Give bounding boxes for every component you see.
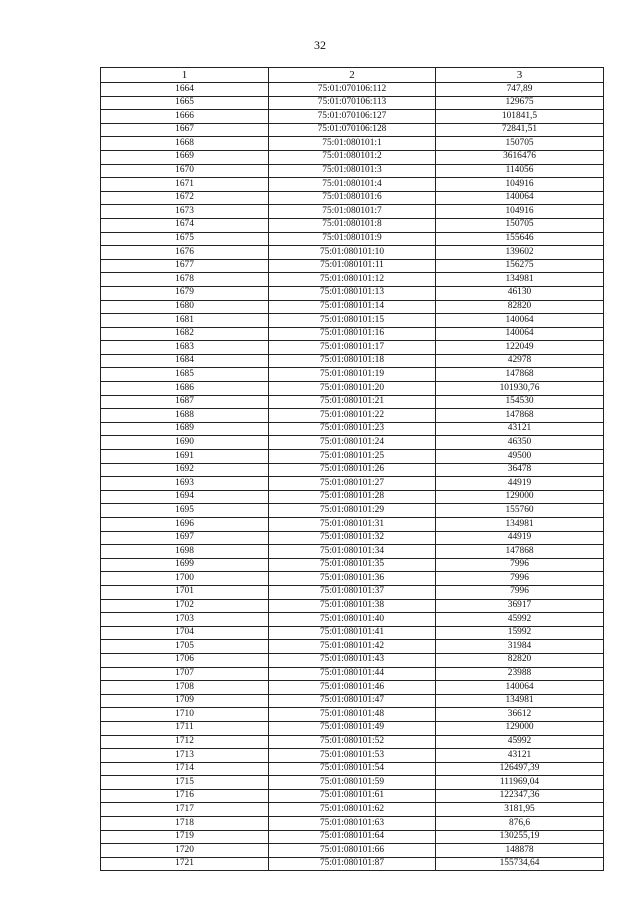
row-number-cell: 1682 (101, 327, 269, 341)
cadastral-number-cell: 75:01:080101:61 (269, 789, 436, 803)
table-row (101, 518, 604, 532)
table-row (101, 246, 604, 260)
table-row (101, 409, 604, 423)
table-row (101, 395, 604, 409)
table-row (101, 205, 604, 219)
row-number-cell: 1708 (101, 681, 269, 695)
row-number-cell: 1702 (101, 599, 269, 613)
table-row (101, 83, 604, 97)
row-number-cell: 1686 (101, 382, 269, 396)
table-row (101, 531, 604, 545)
value-cell: 876,6 (436, 817, 604, 831)
cadastral-number-cell: 75:01:080101:37 (269, 585, 436, 599)
row-number-cell: 1671 (101, 178, 269, 192)
cadastral-number-cell: 75:01:080101:26 (269, 463, 436, 477)
row-number-cell: 1684 (101, 354, 269, 368)
value-cell: 155760 (436, 504, 604, 518)
cadastral-number-cell: 75:01:080101:7 (269, 205, 436, 219)
table-row (101, 314, 604, 328)
row-number-cell: 1709 (101, 694, 269, 708)
table-row (101, 803, 604, 817)
row-number-cell: 1675 (101, 232, 269, 246)
value-cell: 72841,51 (436, 123, 604, 137)
cadastral-number-cell: 75:01:080101:8 (269, 218, 436, 232)
cadastral-number-cell: 75:01:080101:2 (269, 150, 436, 164)
row-number-cell: 1678 (101, 273, 269, 287)
row-number-cell: 1673 (101, 205, 269, 219)
row-number-cell: 1681 (101, 314, 269, 328)
row-number-cell: 1697 (101, 531, 269, 545)
cadastral-number-cell: 75:01:080101:42 (269, 640, 436, 654)
table-row (101, 450, 604, 464)
cadastral-number-cell: 75:01:080101:35 (269, 558, 436, 572)
value-cell: 111969,04 (436, 776, 604, 790)
column-header-1: 1 (101, 68, 269, 83)
cadastral-number-cell: 75:01:080101:63 (269, 817, 436, 831)
value-cell: 134981 (436, 694, 604, 708)
row-number-cell: 1689 (101, 422, 269, 436)
row-number-cell: 1670 (101, 164, 269, 178)
cadastral-number-cell: 75:01:080101:27 (269, 477, 436, 491)
cadastral-number-cell: 75:01:080101:18 (269, 354, 436, 368)
value-cell: 3181,95 (436, 803, 604, 817)
table-row (101, 504, 604, 518)
row-number-cell: 1706 (101, 653, 269, 667)
value-cell: 49500 (436, 450, 604, 464)
value-cell: 36612 (436, 708, 604, 722)
cadastral-number-cell: 75:01:080101:54 (269, 762, 436, 776)
row-number-cell: 1692 (101, 463, 269, 477)
row-number-cell: 1720 (101, 844, 269, 858)
value-cell: 140064 (436, 327, 604, 341)
row-number-cell: 1713 (101, 749, 269, 763)
table-row (101, 558, 604, 572)
row-number-cell: 1701 (101, 585, 269, 599)
value-cell: 7996 (436, 558, 604, 572)
value-cell: 140064 (436, 314, 604, 328)
table-row (101, 137, 604, 151)
row-number-cell: 1714 (101, 762, 269, 776)
table-row (101, 232, 604, 246)
value-cell: 44919 (436, 477, 604, 491)
table-row (101, 436, 604, 450)
row-number-cell: 1718 (101, 817, 269, 831)
cadastral-number-cell: 75:01:080101:17 (269, 341, 436, 355)
cadastral-number-cell: 75:01:080101:62 (269, 803, 436, 817)
row-number-cell: 1674 (101, 218, 269, 232)
table-row (101, 844, 604, 858)
table-row (101, 218, 604, 232)
row-number-cell: 1679 (101, 286, 269, 300)
value-cell: 129000 (436, 721, 604, 735)
cadastral-number-cell: 75:01:080101:32 (269, 531, 436, 545)
row-number-cell: 1690 (101, 436, 269, 450)
value-cell: 114056 (436, 164, 604, 178)
value-cell: 155646 (436, 232, 604, 246)
value-cell: 3616476 (436, 150, 604, 164)
value-cell: 43121 (436, 749, 604, 763)
value-cell: 46350 (436, 436, 604, 450)
value-cell: 134981 (436, 273, 604, 287)
row-number-cell: 1698 (101, 545, 269, 559)
cadastral-number-cell: 75:01:080101:44 (269, 667, 436, 681)
value-cell: 101841,5 (436, 110, 604, 124)
value-cell: 42978 (436, 354, 604, 368)
cadastral-number-cell: 75:01:080101:16 (269, 327, 436, 341)
cadastral-number-cell: 75:01:080101:19 (269, 368, 436, 382)
value-cell: 43121 (436, 422, 604, 436)
cadastral-number-cell: 75:01:080101:3 (269, 164, 436, 178)
row-number-cell: 1666 (101, 110, 269, 124)
cadastral-number-cell: 75:01:080101:1 (269, 137, 436, 151)
table-row (101, 191, 604, 205)
cadastral-number-cell: 75:01:080101:46 (269, 681, 436, 695)
value-cell: 104916 (436, 205, 604, 219)
cadastral-number-cell: 75:01:080101:4 (269, 178, 436, 192)
cadastral-number-cell: 75:01:070106:127 (269, 110, 436, 124)
row-number-cell: 1683 (101, 341, 269, 355)
cadastral-number-cell: 75:01:070106:128 (269, 123, 436, 137)
row-number-cell: 1669 (101, 150, 269, 164)
table-row (101, 735, 604, 749)
table-row (101, 300, 604, 314)
table-row (101, 653, 604, 667)
table-row (101, 327, 604, 341)
row-number-cell: 1695 (101, 504, 269, 518)
value-cell: 15992 (436, 626, 604, 640)
row-number-cell: 1677 (101, 259, 269, 273)
value-cell: 36478 (436, 463, 604, 477)
row-number-cell: 1676 (101, 246, 269, 260)
value-cell: 140064 (436, 191, 604, 205)
table-row (101, 613, 604, 627)
table-row (101, 382, 604, 396)
cadastral-number-cell: 75:01:080101:43 (269, 653, 436, 667)
value-cell: 122049 (436, 341, 604, 355)
row-number-cell: 1696 (101, 518, 269, 532)
table-row (101, 490, 604, 504)
table-row (101, 762, 604, 776)
data-table (100, 67, 604, 871)
cadastral-number-cell: 75:01:080101:12 (269, 273, 436, 287)
table-row (101, 789, 604, 803)
cadastral-number-cell: 75:01:080101:38 (269, 599, 436, 613)
row-number-cell: 1700 (101, 572, 269, 586)
value-cell: 46130 (436, 286, 604, 300)
table-row (101, 776, 604, 790)
value-cell: 130255,19 (436, 830, 604, 844)
table-row (101, 708, 604, 722)
value-cell: 147868 (436, 409, 604, 423)
row-number-cell: 1680 (101, 300, 269, 314)
value-cell: 7996 (436, 585, 604, 599)
cadastral-number-cell: 75:01:080101:40 (269, 613, 436, 627)
value-cell: 36917 (436, 599, 604, 613)
row-number-cell: 1691 (101, 450, 269, 464)
cadastral-number-cell: 75:01:080101:9 (269, 232, 436, 246)
value-cell: 129000 (436, 490, 604, 504)
value-cell: 129675 (436, 96, 604, 110)
table-row (101, 817, 604, 831)
table-row (101, 368, 604, 382)
row-number-cell: 1704 (101, 626, 269, 640)
table-row (101, 626, 604, 640)
cadastral-number-cell: 75:01:080101:87 (269, 857, 436, 871)
table-row (101, 681, 604, 695)
value-cell: 150705 (436, 137, 604, 151)
row-number-cell: 1688 (101, 409, 269, 423)
value-cell: 44919 (436, 531, 604, 545)
cadastral-number-cell: 75:01:080101:49 (269, 721, 436, 735)
row-number-cell: 1705 (101, 640, 269, 654)
row-number-cell: 1685 (101, 368, 269, 382)
cadastral-number-cell: 75:01:080101:29 (269, 504, 436, 518)
value-cell: 155734,64 (436, 857, 604, 871)
cadastral-number-cell: 75:01:080101:23 (269, 422, 436, 436)
row-number-cell: 1687 (101, 395, 269, 409)
row-number-cell: 1719 (101, 830, 269, 844)
table-row (101, 259, 604, 273)
value-cell: 31984 (436, 640, 604, 654)
table-row (101, 422, 604, 436)
table-row (101, 477, 604, 491)
value-cell: 82820 (436, 300, 604, 314)
table-row (101, 164, 604, 178)
table-row (101, 667, 604, 681)
row-number-cell: 1707 (101, 667, 269, 681)
table-row (101, 721, 604, 735)
value-cell: 104916 (436, 178, 604, 192)
table-body (101, 83, 604, 871)
value-cell: 150705 (436, 218, 604, 232)
value-cell: 134981 (436, 518, 604, 532)
cadastral-number-cell: 75:01:080101:59 (269, 776, 436, 790)
value-cell: 45992 (436, 735, 604, 749)
row-number-cell: 1703 (101, 613, 269, 627)
row-number-cell: 1711 (101, 721, 269, 735)
table-row (101, 830, 604, 844)
cadastral-number-cell: 75:01:080101:10 (269, 246, 436, 260)
cadastral-number-cell: 75:01:080101:34 (269, 545, 436, 559)
table-row (101, 749, 604, 763)
table-row (101, 599, 604, 613)
cadastral-number-cell: 75:01:080101:24 (269, 436, 436, 450)
row-number-cell: 1710 (101, 708, 269, 722)
table-row (101, 286, 604, 300)
table-row (101, 178, 604, 192)
page-number: 32 (314, 38, 326, 52)
table-row (101, 463, 604, 477)
value-cell: 147868 (436, 545, 604, 559)
value-cell: 7996 (436, 572, 604, 586)
table-row (101, 96, 604, 110)
value-cell: 45992 (436, 613, 604, 627)
row-number-cell: 1699 (101, 558, 269, 572)
row-number-cell: 1721 (101, 857, 269, 871)
row-number-cell: 1716 (101, 789, 269, 803)
table-row (101, 354, 604, 368)
cadastral-number-cell: 75:01:080101:13 (269, 286, 436, 300)
row-number-cell: 1664 (101, 83, 269, 97)
table-row (101, 640, 604, 654)
row-number-cell: 1717 (101, 803, 269, 817)
table-row (101, 123, 604, 137)
value-cell: 148878 (436, 844, 604, 858)
value-cell: 101930,76 (436, 382, 604, 396)
cadastral-number-cell: 75:01:080101:11 (269, 259, 436, 273)
table-row (101, 341, 604, 355)
header-row (101, 68, 604, 83)
row-number-cell: 1672 (101, 191, 269, 205)
value-cell: 747,89 (436, 83, 604, 97)
cadastral-number-cell: 75:01:080101:36 (269, 572, 436, 586)
cadastral-number-cell: 75:01:070106:112 (269, 83, 436, 97)
cadastral-number-cell: 75:01:080101:41 (269, 626, 436, 640)
table-row (101, 150, 604, 164)
row-number-cell: 1693 (101, 477, 269, 491)
cadastral-number-cell: 75:01:080101:52 (269, 735, 436, 749)
table-row (101, 857, 604, 871)
row-number-cell: 1694 (101, 490, 269, 504)
value-cell: 140064 (436, 681, 604, 695)
cadastral-number-cell: 75:01:080101:47 (269, 694, 436, 708)
row-number-cell: 1668 (101, 137, 269, 151)
cadastral-number-cell: 75:01:070106:113 (269, 96, 436, 110)
value-cell: 23988 (436, 667, 604, 681)
table-row (101, 110, 604, 124)
table-row (101, 572, 604, 586)
cadastral-number-cell: 75:01:080101:64 (269, 830, 436, 844)
cadastral-number-cell: 75:01:080101:20 (269, 382, 436, 396)
cadastral-number-cell: 75:01:080101:21 (269, 395, 436, 409)
cadastral-number-cell: 75:01:080101:22 (269, 409, 436, 423)
cadastral-number-cell: 75:01:080101:15 (269, 314, 436, 328)
value-cell: 147868 (436, 368, 604, 382)
cadastral-number-cell: 75:01:080101:14 (269, 300, 436, 314)
cadastral-number-cell: 75:01:080101:25 (269, 450, 436, 464)
value-cell: 139602 (436, 246, 604, 260)
cadastral-number-cell: 75:01:080101:53 (269, 749, 436, 763)
column-header-2: 2 (269, 68, 436, 83)
cadastral-number-cell: 75:01:080101:28 (269, 490, 436, 504)
value-cell: 156275 (436, 259, 604, 273)
row-number-cell: 1712 (101, 735, 269, 749)
cadastral-number-cell: 75:01:080101:48 (269, 708, 436, 722)
row-number-cell: 1665 (101, 96, 269, 110)
value-cell: 154530 (436, 395, 604, 409)
row-number-cell: 1667 (101, 123, 269, 137)
table-row (101, 694, 604, 708)
value-cell: 126497,39 (436, 762, 604, 776)
table-row (101, 273, 604, 287)
row-number-cell: 1715 (101, 776, 269, 790)
value-cell: 122347,36 (436, 789, 604, 803)
table-row (101, 585, 604, 599)
table-row (101, 545, 604, 559)
table-header (101, 68, 604, 83)
value-cell: 82820 (436, 653, 604, 667)
cadastral-number-cell: 75:01:080101:6 (269, 191, 436, 205)
cadastral-number-cell: 75:01:080101:66 (269, 844, 436, 858)
column-header-3: 3 (436, 68, 604, 83)
cadastral-number-cell: 75:01:080101:31 (269, 518, 436, 532)
